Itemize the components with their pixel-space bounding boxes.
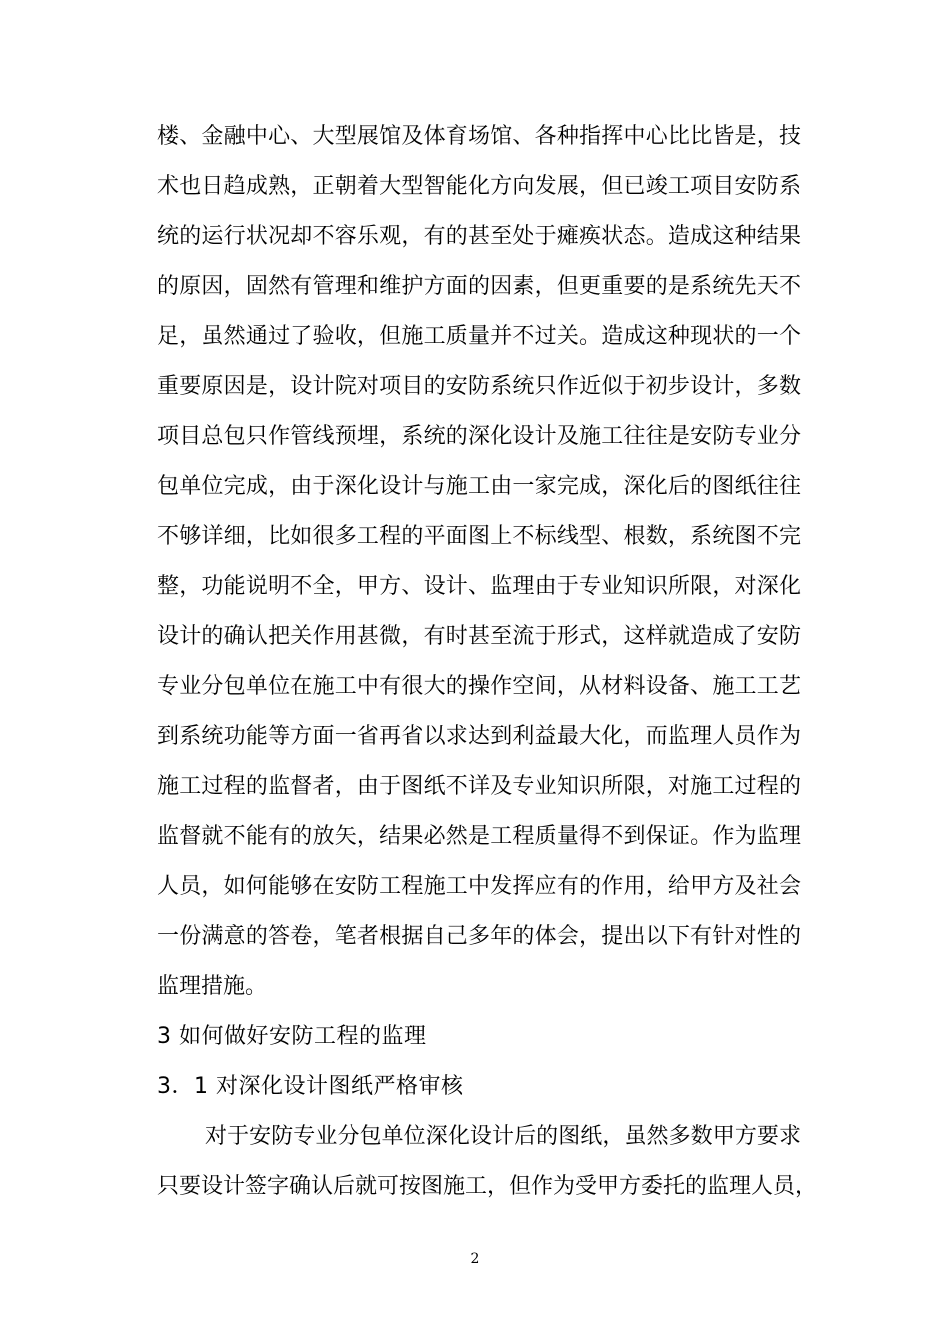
paragraph-line-last: 监理措施。: [157, 974, 268, 999]
paragraph-line: 人员，如何能够在安防工程施工中发挥应有的作用，给甲方及社会: [157, 874, 801, 899]
paragraph-line: 设计的确认把关作用甚微，有时甚至流于形式，这样就造成了安防: [157, 624, 801, 649]
paragraph-line: 足，虽然通过了验收，但施工质量并不过关。造成这种现状的一个: [157, 324, 801, 349]
paragraph-line: 对于安防专业分包单位深化设计后的图纸，虽然多数甲方要求: [205, 1124, 801, 1149]
paragraph-line: 的原因，固然有管理和维护方面的因素，但更重要的是系统先天不: [157, 274, 801, 299]
paragraph-line: 只要设计签字确认后就可按图施工，但作为受甲方委托的监理人员，: [157, 1174, 818, 1199]
paragraph-line: 重要原因是，设计院对项目的安防系统只作近似于初步设计，多数: [157, 374, 801, 399]
subsection-heading: 3．1 对深化设计图纸严格审核: [157, 1074, 464, 1099]
paragraph-line: 整，功能说明不全，甲方、设计、监理由于专业知识所限，对深化: [157, 574, 801, 599]
paragraph-line: 专业分包单位在施工中有很大的操作空间，从材料设备、施工工艺: [157, 674, 801, 699]
paragraph-line: 监督就不能有的放矢，结果必然是工程质量得不到保证。作为监理: [157, 824, 801, 849]
paragraph-line: 统的运行状况却不容乐观，有的甚至处于瘫痪状态。造成这种结果: [157, 224, 801, 249]
paragraph-line: 不够详细，比如很多工程的平面图上不标线型、根数，系统图不完: [157, 524, 801, 549]
paragraph-line: 到系统功能等方面一省再省以求达到利益最大化，而监理人员作为: [157, 724, 801, 749]
paragraph-line: 包单位完成，由于深化设计与施工由一家完成，深化后的图纸往往: [157, 474, 801, 499]
paragraph-line: 施工过程的监督者，由于图纸不详及专业知识所限，对施工过程的: [157, 774, 801, 799]
paragraph-line: 楼、金融中心、大型展馆及体育场馆、各种指挥中心比比皆是，技: [157, 124, 801, 149]
section-heading: 3 如何做好安防工程的监理: [157, 1024, 427, 1049]
page-number: 2: [470, 1251, 480, 1267]
paragraph-line: 项目总包只作管线预埋，系统的深化设计及施工往往是安防专业分: [157, 424, 801, 449]
paragraph-line: 术也日趋成熟，正朝着大型智能化方向发展，但已竣工项目安防系: [157, 174, 801, 199]
paragraph-line: 一份满意的答卷，笔者根据自己多年的体会，提出以下有针对性的: [157, 924, 801, 949]
